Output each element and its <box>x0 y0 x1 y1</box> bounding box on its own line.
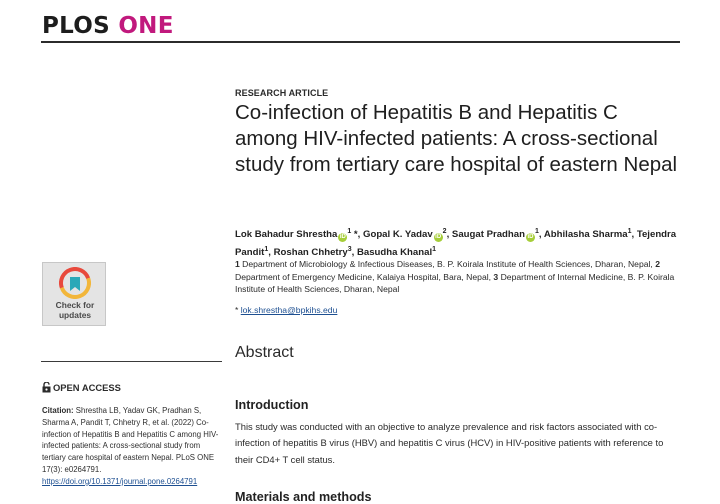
author-name: Basudha Khanal <box>356 247 433 259</box>
logo-plos: PLOS <box>42 13 111 39</box>
citation <box>42 405 220 488</box>
author-separator: *, <box>351 229 363 241</box>
orcid-icon[interactable]: iD <box>435 234 442 241</box>
badge-line-1: Check for <box>55 300 95 310</box>
open-access-text: OPEN ACCESS <box>53 382 121 393</box>
sidebar-divider <box>41 361 222 362</box>
affiliation-text: Department of Microbiology & Infectious Diseases, B. P. Koirala Institute of Health Sciences, Dharan, Nepal, <box>239 259 656 269</box>
author-affiliation-marker: 1 <box>534 228 539 235</box>
citation-doi-link[interactable]: https://doi.org/10.1371/journal.pone.0264791 <box>42 476 198 486</box>
author-list <box>235 224 685 260</box>
author-affiliation-marker: 1 <box>347 228 352 235</box>
author-name: Gopal K. Yadav <box>363 229 433 241</box>
author-affiliation-marker: 1 <box>627 228 632 235</box>
article-type: RESEARCH ARTICLE <box>235 88 329 98</box>
orcid-icon[interactable]: iD <box>527 234 534 241</box>
affiliation-number: 3 <box>493 271 499 282</box>
correspondence <box>235 305 337 315</box>
introduction-text: This study was conducted with an objective to analyze prevalence and risk factors associated with co-infection of hepatitis B virus (HBV) and hepatitis C virus (HCV) in HIV-positive patients with reference to their CD4+ T cell status. <box>235 421 664 465</box>
journal-logo[interactable] <box>42 12 174 40</box>
author-affiliation-marker: 1 <box>264 246 269 254</box>
author-separator: , <box>268 247 274 259</box>
affiliations <box>235 258 675 296</box>
author-separator: , <box>631 229 637 241</box>
methods-heading: Materials and methods <box>235 490 372 504</box>
citation-text: Shrestha LB, Yadav GK, Pradhan S, Sharma A, Pandit T, Chhetry R, et al. (2022) Co-infection of Hepatitis B and Hepatitis C among HIV-infected patients: A cross-sectional study from tertiary care hospital of eastern Nepal. PLoS ONE 17(3): e0264791. <box>42 406 219 474</box>
author-name: Tejendra Pandit <box>235 229 677 259</box>
corresponding-email-link[interactable]: lok.shrestha@bpkihs.edu <box>240 305 338 315</box>
badge-line-2: updates <box>58 309 92 320</box>
check-for-updates-badge[interactable] <box>42 262 106 326</box>
introduction-heading: Introduction <box>235 398 309 412</box>
author-separator: , <box>538 229 544 241</box>
author-name: Lok Bahadur Shrestha <box>235 229 338 241</box>
open-access-label <box>42 382 121 393</box>
corresponding-marker: * <box>235 305 241 315</box>
orcid-icon[interactable]: iD <box>339 234 346 241</box>
affiliation-text: Department of Emergency Medicine, Kalaiya Hospital, Bara, Nepal, <box>235 271 494 282</box>
affiliation-number: 2 <box>655 259 660 269</box>
header-divider <box>41 41 680 43</box>
author-affiliation-marker: 2 <box>442 228 447 235</box>
article-title: Co-infection of Hepatitis B and Hepatitis C among HIV-infected patients: A cross-sectional study from tertiary care hospital of eastern Nepal <box>235 101 678 176</box>
citation-label: Citation: <box>42 406 74 415</box>
affiliation-number: 1 <box>235 259 240 269</box>
author-name: Abhilasha Sharma <box>543 229 628 241</box>
author-affiliation-marker: 1 <box>432 246 437 254</box>
abstract-heading: Abstract <box>235 344 294 361</box>
author-affiliation-marker: 3 <box>347 246 352 254</box>
check-for-updates-label <box>43 301 107 320</box>
open-lock-icon <box>42 382 51 393</box>
author-separator: , <box>351 247 357 259</box>
affiliation-text: Department of Internal Medicine, B. P. Koirala Institute of Health Sciences, Dharan, Nepal <box>235 271 675 295</box>
author-separator: , <box>446 229 452 241</box>
author-name: Saugat Pradhan <box>451 229 525 241</box>
author-name: Roshan Chhetry <box>273 247 348 259</box>
logo-one: ONE <box>118 13 174 39</box>
check-for-updates-icon <box>59 267 91 299</box>
